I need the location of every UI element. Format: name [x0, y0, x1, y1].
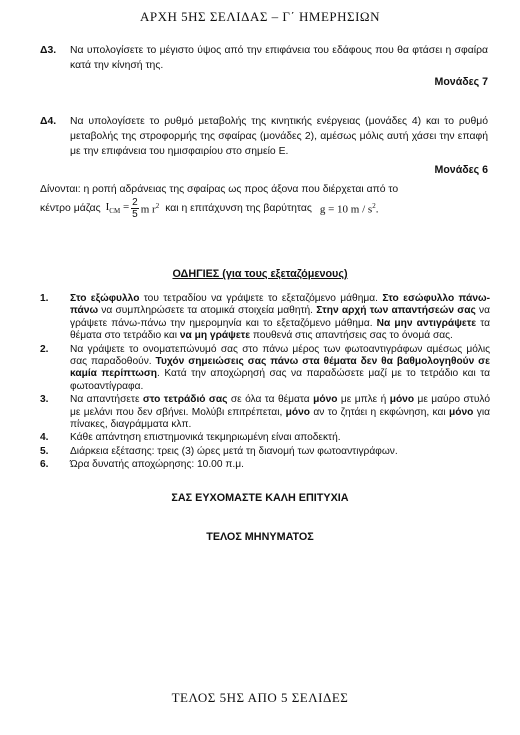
instruction-item [40, 459, 490, 471]
instructions-list [40, 293, 490, 473]
instruction-text: Στο εξώφυλλο του τετραδίου να γράψετε το εξεταζόμενο μάθημα. Στο εσώφυλλο πάνω-πάνω να συμπληρώσετε τα ατομικά στοιχεία μαθητή. Στην αρχή των απαντήσεών σας να γράψετε πάνω-πάνω την ημερομηνία και το εξεταζόμενο μάθημα. Να μην αντιγράψετε τα θέματα στο τετράδιο και να μη γράψετε πουθενά στις απαντήσεις σας το όνομά σας. [70, 293, 490, 342]
instruction-number: 6. [40, 459, 49, 471]
instruction-number: 2. [40, 343, 49, 355]
instruction-text: Διάρκεια εξέτασης: τρεις (3) ώρες μετά τη διανομή των φωτοαντιγράφων. [70, 445, 398, 457]
instruction-number: 3. [40, 394, 49, 406]
given-text: και η επιτάχυνση της βαρύτητας [165, 203, 312, 214]
good-luck-wish: ΣΑΣ ΕΥΧΟΜΑΣΤΕ ΚΑΛΗ ΕΠΙΤΥΧΙΑ [171, 492, 349, 504]
instruction-text: Να γράψετε το ονοματεπώνυμό σας στο πάνω μέρος των φωτοαντιγράφων αμέσως μόλις σας παραδοθούν. Τυχόν σημειώσεις σας πάνω στα θέματα δεν θα βαθμολογηθούν σε καμία περίπτωση. Κατά την αποχώρησή σας να παραδώσετε μαζί με το τετράδιο και τα φωτοαντίγραφα. [70, 343, 490, 392]
question-d4 [40, 114, 488, 159]
page-footer: ΤΕΛΟΣ 5ΗΣ ΑΠΟ 5 ΣΕΛΙΔΕΣ [171, 690, 349, 705]
inertia-formula: $I_{CM}$ = [105, 201, 130, 216]
fraction: $\frac{2}{5}$ [132, 197, 138, 220]
question-number: Δ4. [40, 116, 57, 127]
instruction-item [40, 394, 490, 431]
instruction-number: 1. [40, 293, 49, 304]
instruction-number: 4. [40, 432, 49, 444]
given-formula-line [40, 197, 378, 220]
question-marks: Μονάδες 7 [434, 76, 488, 88]
question-text: Να υπολογίσετε το ρυθμό μεταβολής της κινητικής ενέργειας (μονάδες 4) και το ρυθμό μεταβολής της στροφορμής της σφαίρας (μονάδες 2), αμέσως μόλις αυτή χάσει την επαφή με την επιφάνεια του ημισφαιρίου στο σημείο Ε. [70, 116, 488, 157]
question-d3 [40, 43, 488, 73]
gravity-formula: g = 10 m / $s^2$. [319, 201, 379, 216]
page-header: ΑΡΧΗ 5ΗΣ ΣΕΛΙΔΑΣ – Γ΄ ΗΜΕΡΗΣΙΩΝ [140, 9, 380, 24]
instruction-item [40, 432, 490, 444]
instructions-title: ΟΔΗΓΙΕΣ (για τους εξεταζόμενους) [172, 268, 348, 280]
question-text: Να υπολογίσετε το μέγιστο ύψος από την επιφάνεια του εδάφους που θα φτάσει η σφαίρα κατά την κίνησή της. [70, 45, 488, 71]
instruction-text: Να απαντήσετε στο τετράδιό σας σε όλα τα θέματα μόνο με μπλε ή μόνο με μαύρο στυλό με μελάνι που δεν σβήνει. Μολύβι επιτρέπεται, μόνο αν το ζητάει η εκφώνηση, και μόνο για πίνακες, διαγράμματα κλπ. [70, 394, 491, 431]
instruction-item [40, 293, 490, 343]
instruction-number: 5. [40, 445, 49, 457]
instruction-item [40, 344, 490, 394]
instruction-text: Κάθε απάντηση επιστημονικά τεκμηριωμένη είναι αποδεκτή. [70, 432, 341, 444]
instruction-text: Ώρα δυνατής αποχώρησης: 10.00 π.μ. [70, 459, 244, 471]
instruction-item [40, 446, 490, 458]
given-text: κέντρο μάζας [40, 203, 101, 214]
end-of-message: ΤΕΛΟΣ ΜΗΝΥΜΑΤΟΣ [206, 531, 314, 543]
question-number: Δ3. [40, 45, 57, 56]
inertia-rhs: m $r^2$ [140, 201, 160, 216]
question-marks: Μονάδες 6 [434, 164, 488, 176]
given-line: Δίνονται: η ροπή αδράνειας της σφαίρας ως προς άξονα που διέρχεται από το [40, 184, 399, 195]
